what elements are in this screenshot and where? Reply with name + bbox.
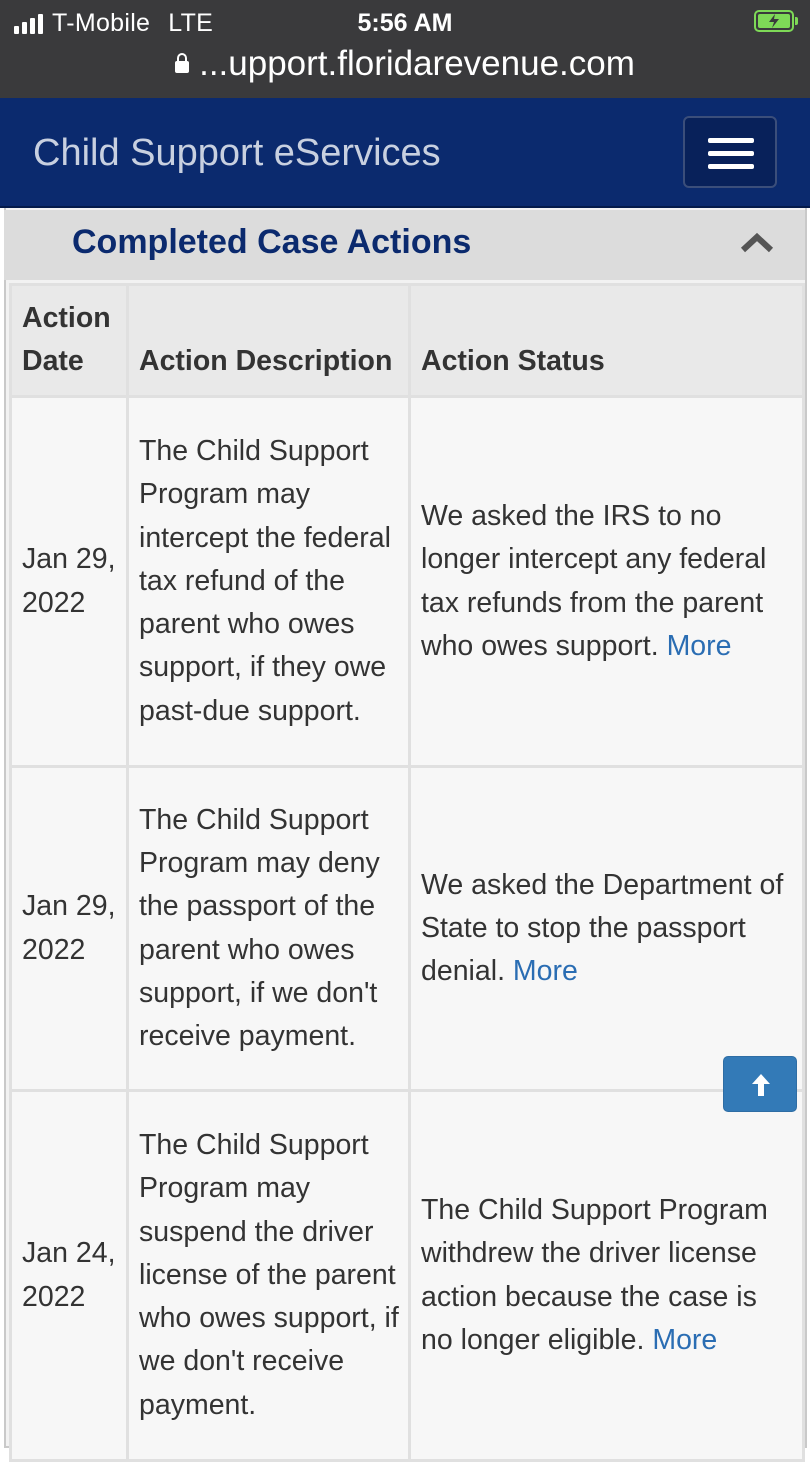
url-text: ...upport.floridarevenue.com (199, 44, 635, 83)
column-header-date: Action Date (11, 285, 128, 397)
site-title[interactable]: Child Support eServices (33, 132, 441, 174)
arrow-up-icon (751, 1073, 771, 1097)
table-header-row (11, 285, 804, 397)
lock-icon (175, 61, 189, 73)
action-description: The Child Support Program may deny the passport of the parent who owes support, if we don't receive payment. (128, 767, 410, 1091)
case-actions-table (9, 283, 805, 1462)
column-header-status: Action Status (410, 285, 804, 397)
more-link[interactable]: More (652, 1323, 718, 1356)
status-text: We asked the IRS to no longer intercept any federal tax refunds from the parent who owes support. (421, 500, 767, 662)
action-status (410, 397, 804, 767)
panel-title: Completed Case Actions (72, 223, 472, 261)
hamburger-menu-button[interactable] (683, 116, 777, 188)
carrier-name: T-Mobile (52, 8, 151, 37)
navbar (0, 98, 810, 208)
panel-heading[interactable] (4, 210, 805, 280)
more-link[interactable]: More (512, 955, 578, 988)
clock: 5:56 AM (357, 9, 453, 37)
action-description: The Child Support Program may suspend the driver license of the parent who owes support, if we don't receive payment. (128, 1091, 410, 1461)
scroll-to-top-button[interactable] (723, 1056, 797, 1112)
chevron-up-icon[interactable] (740, 232, 774, 254)
column-header-description: Action Description (128, 285, 410, 397)
status-text: The Child Support Program withdrew the driver license action because the case is no longer eligible. (421, 1194, 768, 1356)
action-date: Jan 29, 2022 (11, 767, 128, 1091)
status-bar (0, 0, 810, 98)
action-status (410, 1091, 804, 1461)
address-bar[interactable] (0, 40, 810, 88)
network-type: LTE (168, 8, 214, 37)
table-row (11, 767, 804, 1091)
action-description: The Child Support Program may intercept the federal tax refund of the parent who owes support, if they owe past-due support. (128, 397, 410, 767)
table-row (11, 1091, 804, 1461)
status-text: We asked the Department of State to stop the passport denial. (421, 868, 784, 988)
action-status (410, 767, 804, 1091)
table-row (11, 397, 804, 767)
more-link[interactable]: More (666, 629, 732, 662)
battery-charging-icon (754, 10, 794, 32)
action-date: Jan 24, 2022 (11, 1091, 128, 1461)
hamburger-menu-icon (708, 138, 754, 143)
action-date: Jan 29, 2022 (11, 397, 128, 767)
